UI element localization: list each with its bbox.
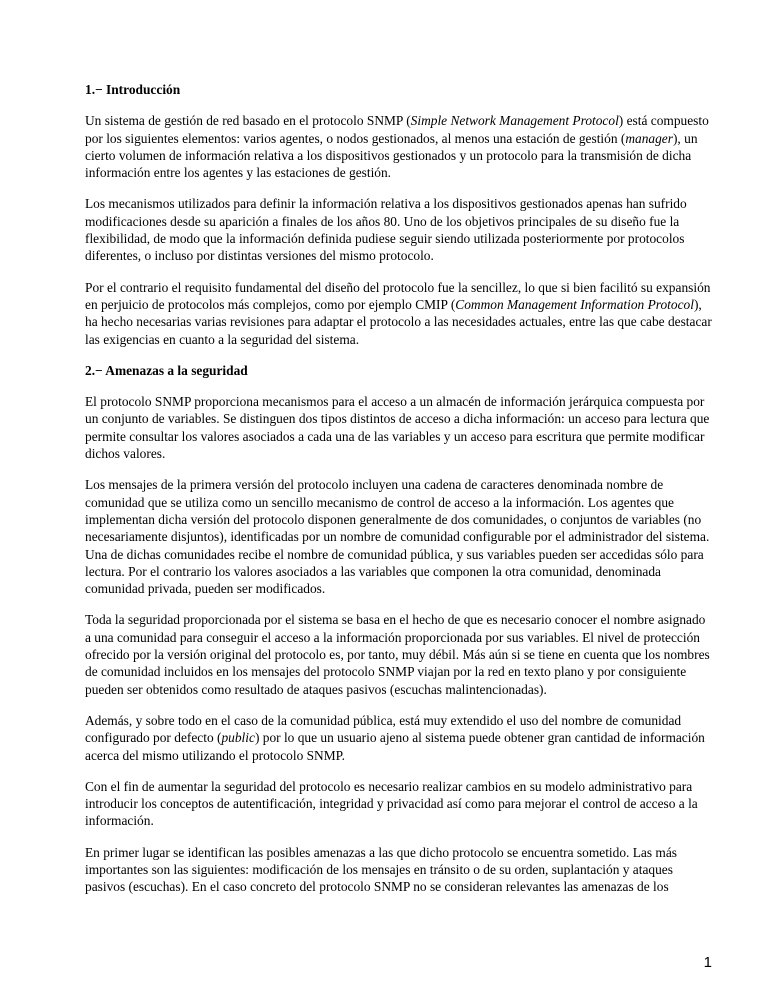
italic-term: public xyxy=(221,730,255,746)
text-run: Por el contrario el requisito fundamental del diseño del protocolo fue la sencillez, lo que si bien facilitó su expansión en perjuicio de protocolos más complejos, como por ejemplo CMIP ( xyxy=(85,279,711,312)
page-number: 1 xyxy=(703,954,712,971)
text-run: ), ha hecho necesarias varias revisiones para adaptar el protocolo a las necesidades actuales, entre las que cabe destacar las exigencias en cuanto a la seguridad del sistema. xyxy=(85,296,712,347)
paragraph xyxy=(85,476,713,597)
text-run: ) por lo que un usuario ajeno al sistema puede obtener gran cantidad de información acerca del mismo utilizando el protocolo SNMP. xyxy=(85,730,705,763)
text-run: En primer lugar se identifican las posibles amenazas a las que dicho protocolo se encuentra sometido. Las más importantes son las siguientes: modificación de los mensajes en tránsito o de su orden, suplantación y ataques pasivos (escuchas). En el caso concreto del protocolo SNMP no se consideran relevantes las amenazas de los xyxy=(85,844,677,895)
italic-term: Common Management Information Protocol xyxy=(455,296,694,312)
paragraph xyxy=(85,195,713,264)
section-heading: 1.− Introducción xyxy=(85,82,181,97)
paragraph xyxy=(85,712,713,764)
text-run: ), un cierto volumen de información relativa a los dispositivos gestionados y un protocolo para la transmisión de dicha información entre los agentes y las estaciones de gestión. xyxy=(85,130,698,181)
paragraph xyxy=(85,611,713,697)
text-run: ) está compuesto por los siguientes elementos: varios agentes, o nodos gestionados, al menos una estación de gestión ( xyxy=(85,113,709,146)
text-run: Además, y sobre todo en el caso de la comunidad pública, está muy extendido el uso del nombre de comunidad configurado por defecto ( xyxy=(85,712,682,746)
text-run: Toda la seguridad proporcionada por el sistema se basa en el hecho de que es necesario conocer el nombre asignado a una comunidad para conseguir el acceso a la información proporcionada por sus variables. El nivel de protección ofrecido por la versión original del protocolo es, por tanto, muy débil. Más aún si se tiene en cuenta que los nombres de comunidad incluidos en los mensajes del protocolo SNMP viajan por la red en texto plano y por consiguiente pueden ser obtenidos como resultado de ataques pasivos (escuchas malintencionadas). xyxy=(85,612,710,697)
document-body xyxy=(85,81,713,910)
text-run: El protocolo SNMP proporciona mecanismos para el acceso a un almacén de información jerárquica compuesta por un conjunto de variables. Se distinguen dos tipos distintos de acceso a dicha información: un acceso para lectura que permite consultar los valores asociados a cada una de las variables y un acceso para escritura que permite modificar dichos valores. xyxy=(85,394,710,462)
italic-term: manager xyxy=(625,130,673,146)
section-heading: 2.− Amenazas a la seguridad xyxy=(85,362,248,378)
text-run: Con el fin de aumentar la seguridad del protocolo es necesario realizar cambios en su modelo administrativo para introducir los conceptos de autentificación, integridad y privacidad así como para mejorar el control de acceso a la información. xyxy=(85,778,698,829)
paragraph xyxy=(85,112,713,181)
paragraph xyxy=(85,844,713,896)
paragraph xyxy=(85,279,713,348)
section-amenazas xyxy=(85,362,713,896)
section-introduccion xyxy=(85,81,713,348)
paragraph xyxy=(85,778,713,830)
text-run: Un sistema de gestión de red basado en el protocolo SNMP ( xyxy=(85,113,411,129)
text-run: Los mensajes de la primera versión del protocolo incluyen una cadena de caracteres denominada nombre de comunidad que se utiliza como un sencillo mecanismo de control de acceso a la información. Los agentes que implementan dicha versión del protocolo disponen generalmente de dos comunidades, o conjuntos de variables (no necesariamente disjuntos), identificadas por un nombre de comunidad configurable por el administrador del sistema. Una de dichas comunidades recibe el nombre de comunidad pública, y sus variables pueden ser accedidas sólo para lectura. Por el contrario los valores asociados a las variables que componen la otra comunidad, denominada comunidad privada, pueden ser modificados. xyxy=(85,477,710,597)
paragraph xyxy=(85,393,713,462)
italic-term: Simple Network Management Protocol xyxy=(410,113,619,129)
text-run: Los mecanismos utilizados para definir la información relativa a los dispositivos gestionados apenas han sufrido modificaciones desde su aparición a finales de los años 80. Uno de los objetivos principales de su diseño fue la flexibilidad, de modo que la información definida pudiese seguir siendo utilizada posteriormente por protocolos diferentes, o incluso por distintas versiones del mismo protocolo. xyxy=(85,196,687,264)
